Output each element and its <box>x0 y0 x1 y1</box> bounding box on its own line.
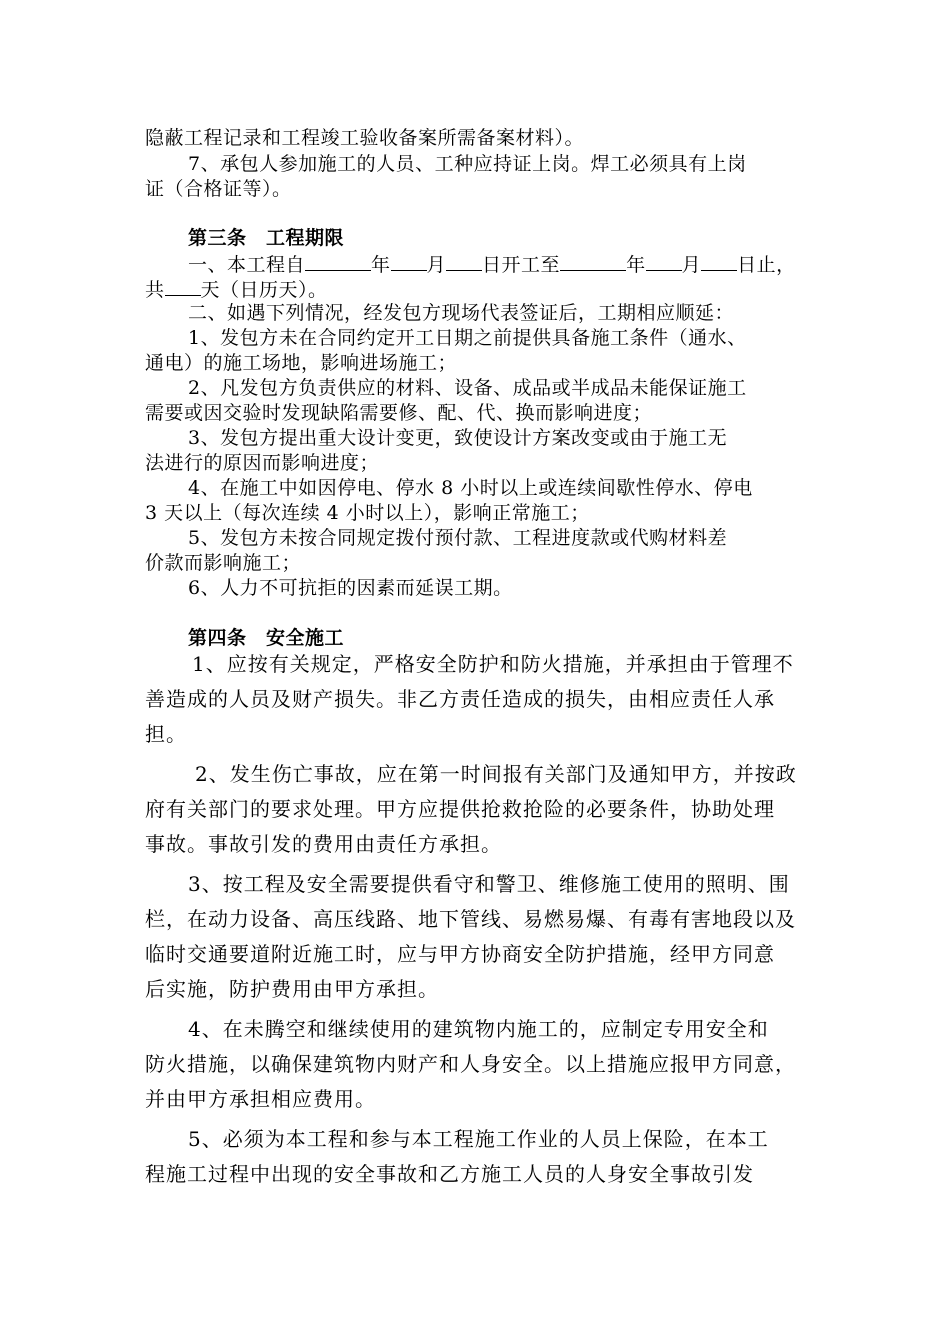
paragraph-line: 府有关部门的要求处理。甲方应提供抢救抢险的必要条件，协助处理 <box>145 797 775 821</box>
fill-in-blank <box>391 251 427 271</box>
paragraph-line: 法进行的原因而影响进度； <box>145 452 380 474</box>
paragraph-line: 7、承包人参加施工的人员、工种应持证上岗。焊工必须具有上岗 <box>188 153 747 175</box>
text-segment: 月 <box>681 254 702 276</box>
paragraph-line: 隐蔽工程记录和工程竣工验收备案所需备案材料）。 <box>145 127 585 149</box>
paragraph-line: 防火措施，以确保建筑物内财产和人身安全。以上措施应报甲方同意， <box>145 1052 796 1076</box>
paragraph-line: 临时交通要道附近施工时，应与甲方协商安全防护措施，经甲方同意 <box>145 942 775 966</box>
paragraph-line: 二、如遇下列情况，经发包方现场代表签证后，工期相应顺延： <box>188 302 735 324</box>
fill-in-blank <box>701 251 737 271</box>
paragraph-line: 栏，在动力设备、高压线路、地下管线、易燃易爆、有毒有害地段以及 <box>145 907 796 931</box>
fill-in-blank <box>305 251 371 271</box>
paragraph-line: 6、人力不可抗拒的因素而延误工期。 <box>188 577 513 599</box>
paragraph-line: 2、发生伤亡事故，应在第一时间报有关部门及通知甲方，并按政 <box>195 762 797 786</box>
paragraph-line: 后实施，防护费用由甲方承担。 <box>145 977 439 1001</box>
text-segment: 一、本工程自 <box>188 254 306 276</box>
paragraph-line: 程施工过程中出现的安全事故和乙方施工人员的人身安全事故引发 <box>145 1162 754 1186</box>
paragraph-line <box>188 251 796 277</box>
paragraph-line: 1、发包方未在合同约定开工日期之前提供具备施工条件（通水、 <box>188 327 747 349</box>
fill-in-blank <box>446 251 482 271</box>
paragraph-line: 需要或因交验时发现缺陷需要修、配、代、换而影响进度； <box>145 402 653 424</box>
text-segment: 共 <box>145 279 165 301</box>
section-heading: 第三条 工程期限 <box>188 227 345 249</box>
text-segment: 年 <box>626 254 646 276</box>
text-segment: 日开工至 <box>482 254 561 276</box>
paragraph-line: 价款而影响施工； <box>145 552 302 574</box>
paragraph-line: 并由甲方承担相应费用。 <box>145 1087 376 1111</box>
paragraph-line: 4、在施工中如因停电、停水 8 小时以上或连续间歇性停水、停电 <box>188 477 753 499</box>
text-segment: 日止， <box>737 254 796 276</box>
paragraph-line: 3、发包方提出重大设计变更，致使设计方案改变或由于施工无 <box>188 427 728 449</box>
fill-in-blank <box>165 276 201 296</box>
paragraph-line: 3 天以上（每次连续 4 小时以上），影响正常施工； <box>145 502 590 524</box>
paragraph-line: 善造成的人员及财产损失。非乙方责任造成的损失，由相应责任人承 <box>145 687 775 711</box>
text-segment: 年 <box>371 254 391 276</box>
paragraph-line: 担。 <box>145 722 187 746</box>
paragraph-line: 5、发包方未按合同规定拨付预付款、工程进度款或代购材料差 <box>188 527 728 549</box>
fill-in-blank <box>646 251 682 271</box>
paragraph-line: 2、凡发包方负责供应的材料、设备、成品或半成品未能保证施工 <box>188 377 747 399</box>
paragraph-line: 3、按工程及安全需要提供看守和警卫、维修施工使用的照明、围 <box>188 872 790 896</box>
section-heading: 第四条 安全施工 <box>188 627 345 649</box>
text-segment: 天（日历天）。 <box>200 279 328 301</box>
text-segment: 月 <box>426 254 447 276</box>
paragraph-line: 通电）的施工场地，影响进场施工； <box>145 352 458 374</box>
fill-in-blank <box>560 251 626 271</box>
paragraph-line: 事故。事故引发的费用由责任方承担。 <box>145 832 502 856</box>
paragraph-line <box>145 276 328 302</box>
paragraph-line: 4、在未腾空和继续使用的建筑物内施工的，应制定专用安全和 <box>188 1017 769 1041</box>
paragraph-line: 证（合格证等）。 <box>145 178 292 200</box>
paragraph-line: 1、应按有关规定，严格安全防护和防火措施，并承担由于管理不 <box>192 652 794 676</box>
paragraph-line: 5、必须为本工程和参与本工程施工作业的人员上保险，在本工 <box>188 1127 769 1151</box>
